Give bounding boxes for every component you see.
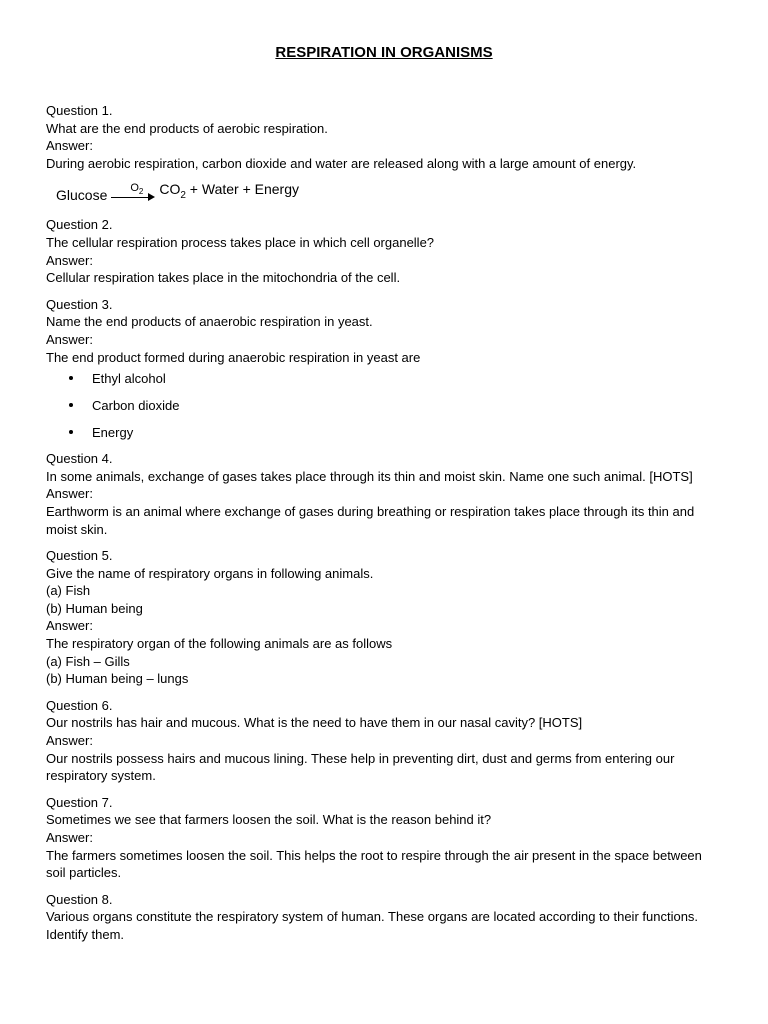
option-b: (b) Human being [46, 600, 143, 616]
option-a: (a) Fish [46, 583, 91, 599]
question-number: Question 2. [46, 217, 113, 233]
qa-content [46, 102, 716, 953]
question-text: In some animals, exchange of gases takes place through its thin and moist skin. Name one such animal. [HOTS] [46, 468, 693, 484]
bullet-item: Ethyl alcohol [46, 370, 716, 387]
question-number: Question 5. [46, 548, 113, 564]
answer-text: Our nostrils possess hairs and mucous lining. These help in preventing dirt, dust and germs from entering our respiratory system. [46, 750, 675, 784]
answer-text: Earthworm is an animal where exchange of gases during breathing or respiration takes place through its thin and moist skin. [46, 503, 695, 537]
answer-text: The respiratory organ of the following animals are as follows [46, 636, 393, 652]
page-title: RESPIRATION IN ORGANISMS [275, 44, 493, 61]
answer-label: Answer: [46, 252, 93, 268]
answer-label: Answer: [46, 331, 93, 347]
question-5 [46, 547, 716, 688]
question-number: Question 7. [46, 794, 113, 810]
question-text: Our nostrils has hair and mucous. What is the need to have them in our nasal cavity? [HOTS] [46, 715, 583, 731]
answer-bullet-list [46, 370, 716, 441]
answer-label: Answer: [46, 733, 93, 749]
bullet-icon [69, 430, 73, 434]
question-number: Question 8. [46, 891, 113, 907]
arrow-label: $O_2$ [130, 182, 144, 197]
answer-label: Answer: [46, 830, 93, 845]
answer-label: Answer: [46, 138, 93, 154]
question-8 [46, 891, 716, 944]
question-7 [46, 794, 716, 882]
reaction-arrow [111, 183, 155, 207]
bullet-icon [69, 403, 73, 407]
respiration-equation [56, 173, 716, 207]
question-number: Question 1. [46, 103, 113, 118]
answer-b: (b) Human being – lungs [46, 671, 189, 687]
answer-a: (a) Fish – Gills [46, 653, 130, 669]
answer-text: The farmers sometimes loosen the soil. This helps the root to respire through the air present in the space between soil particles. [46, 847, 702, 881]
bullet-icon [69, 376, 73, 380]
question-text: Various organs constitute the respiratory system of human. These organs are located according to their functions. Identify them. [46, 909, 699, 942]
question-3 [46, 296, 716, 441]
question-4 [46, 450, 716, 538]
answer-text: Cellular respiration takes place in the mitochondria of the cell. [46, 270, 401, 286]
answer-text: The end product formed during anaerobic respiration in yeast are [46, 349, 421, 365]
question-text: What are the end products of aerobic respiration. [46, 120, 328, 136]
equation-products: $CO_2$ + Water + Energy [159, 180, 300, 201]
answer-label: Answer: [46, 618, 93, 634]
answer-label: Answer: [46, 486, 93, 502]
equation-glucose: Glucose [56, 187, 108, 204]
question-1 [46, 102, 716, 207]
question-number: Question 4. [46, 451, 113, 467]
question-2 [46, 216, 716, 286]
bullet-item: Energy [46, 424, 716, 441]
question-number: Question 6. [46, 697, 113, 713]
question-text: Give the name of respiratory organs in following animals. [46, 565, 374, 581]
bullet-item: Carbon dioxide [46, 397, 716, 414]
question-text: The cellular respiration process takes place in which cell organelle? [46, 234, 435, 250]
question-number: Question 3. [46, 296, 113, 312]
question-text: Name the end products of anaerobic respiration in yeast. [46, 314, 373, 330]
question-6 [46, 697, 716, 785]
question-text: Sometimes we see that farmers loosen the soil. What is the reason behind it? [46, 812, 492, 828]
answer-text: During aerobic respiration, carbon dioxide and water are released along with a large amount of energy. [46, 155, 637, 171]
